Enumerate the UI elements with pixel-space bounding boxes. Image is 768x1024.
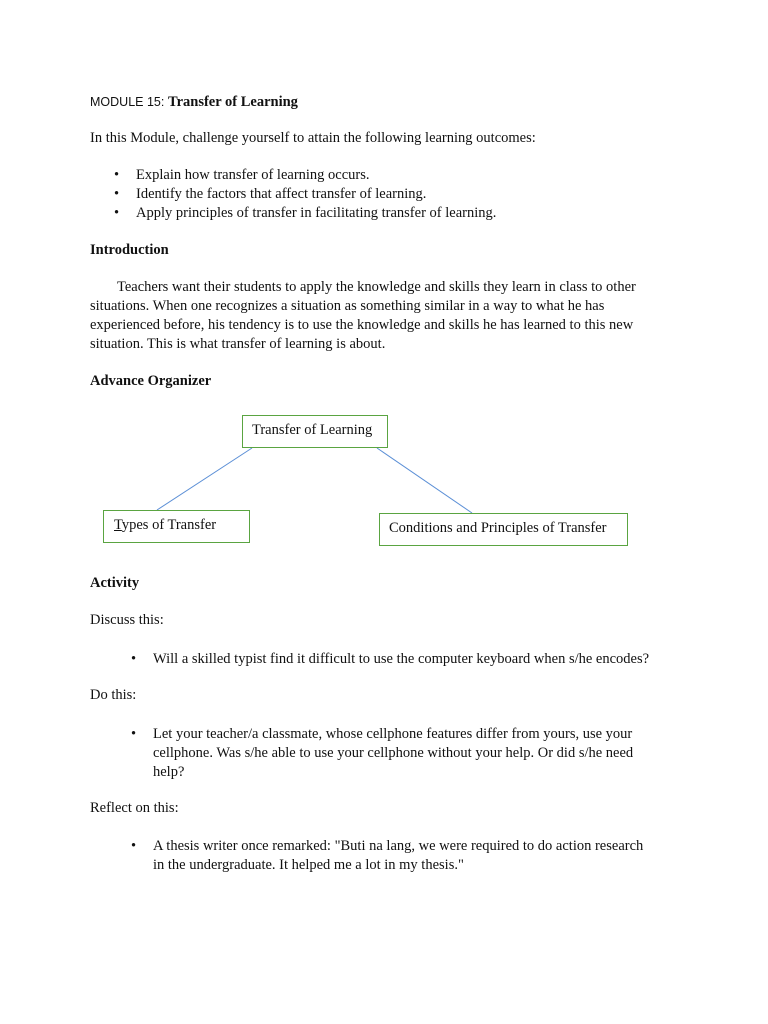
do-list bbox=[153, 725, 633, 782]
outcome-item: • Identify the factors that affect transfer of learning. bbox=[136, 185, 496, 204]
organizer-right-label: Conditions and Principles of Transfer bbox=[389, 520, 607, 536]
outcome-item: • Apply principles of transfer in facilitating transfer of learning. bbox=[136, 204, 496, 223]
do-item-line: • Let your teacher/a classmate, whose cellphone features differ from yours, use your bbox=[153, 726, 633, 742]
connector-left bbox=[157, 448, 252, 510]
do-item-line: help? bbox=[153, 764, 185, 780]
introduction-heading: Introduction bbox=[90, 242, 169, 258]
discuss-list bbox=[153, 650, 649, 669]
reflect-item-line: in the undergraduate. It helped me a lot in my thesis." bbox=[153, 857, 464, 873]
organizer-root-box bbox=[242, 415, 388, 448]
paragraph-line: situations. When one recognizes a situation as something similar in a way to what he has bbox=[90, 298, 605, 314]
organizer-right-box bbox=[379, 513, 628, 546]
module-prefix: MODULE 15: bbox=[90, 95, 165, 109]
discuss-label: Discuss this: bbox=[90, 612, 164, 628]
paragraph-line: Teachers want their students to apply the knowledge and skills they learn in class to other bbox=[117, 279, 636, 295]
discuss-item bbox=[153, 650, 649, 669]
organizer-left-label bbox=[114, 517, 249, 534]
do-item bbox=[153, 725, 633, 782]
paragraph-line: experienced before, his tendency is to use the knowledge and skills he has learned to this new bbox=[90, 317, 634, 333]
discuss-item-line: Will a skilled typist find it difficult to use the computer keyboard when s/he encodes? bbox=[153, 651, 650, 667]
outcome-item: • Explain how transfer of learning occurs. bbox=[136, 166, 496, 185]
reflect-item bbox=[153, 837, 643, 875]
organizer-left-first-letter: T bbox=[114, 517, 122, 533]
reflect-item-line: • A thesis writer once remarked: "Buti na lang, we were required to do action research bbox=[153, 838, 644, 854]
do-label: Do this: bbox=[90, 687, 137, 703]
connector-right bbox=[377, 448, 472, 513]
do-item-line: cellphone. Was s/he able to use your cellphone without your help. Or did s/he need bbox=[153, 745, 634, 761]
organizer-left-box bbox=[103, 510, 250, 543]
advance-organizer-heading: Advance Organizer bbox=[90, 373, 212, 389]
intro-sentence: In this Module, challenge yourself to attain the following learning outcomes: bbox=[90, 130, 536, 146]
organizer-root-label: Transfer of Learning bbox=[252, 422, 373, 438]
organizer-left-rest: ypes of Transfer bbox=[121, 517, 217, 533]
reflect-label: Reflect on this: bbox=[90, 800, 179, 816]
activity-heading: Activity bbox=[90, 575, 140, 591]
module-title: Transfer of Learning bbox=[167, 94, 298, 110]
paragraph-line: situation. This is what transfer of learning is about. bbox=[90, 336, 386, 352]
reflect-list bbox=[153, 837, 643, 875]
